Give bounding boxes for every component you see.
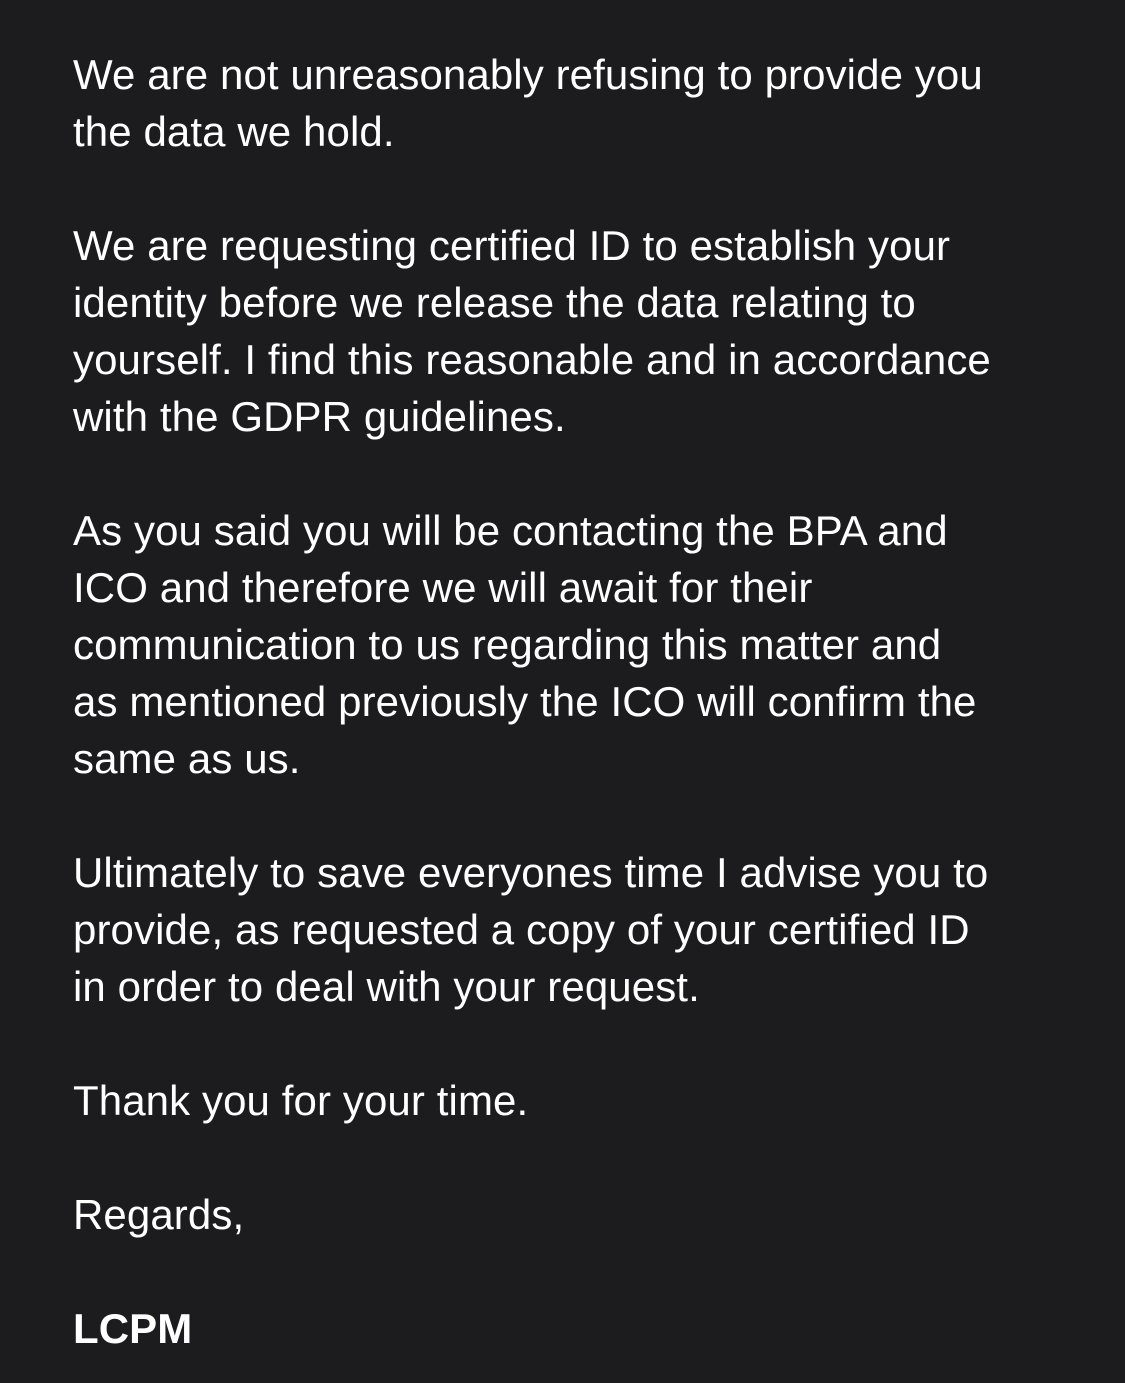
email-message-body — [73, 46, 1073, 1357]
text-line: in order to deal with your request. — [73, 963, 700, 1010]
text-line: Ultimately to save everyones time I advise you to — [73, 849, 989, 896]
text-line: communication to us regarding this matter and — [73, 621, 942, 668]
paragraph-bpa-ico — [73, 502, 1073, 787]
text-line: same as us. — [73, 735, 301, 782]
paragraph-refusal — [73, 46, 1073, 160]
paragraph-advice — [73, 844, 1073, 1015]
text-line: as mentioned previously the ICO will confirm the — [73, 678, 977, 725]
text-line: As you said you will be contacting the BPA and — [73, 507, 948, 554]
paragraph-certified-id — [73, 217, 1073, 445]
text-line: Regards, — [73, 1191, 245, 1238]
text-line: with the GDPR guidelines. — [73, 393, 566, 440]
signature: LCPM — [73, 1305, 193, 1352]
text-line: We are not unreasonably refusing to provide you — [73, 51, 983, 98]
text-line: ICO and therefore we will await for their — [73, 564, 813, 611]
text-line: identity before we release the data relating to — [73, 279, 916, 326]
text-line: the data we hold. — [73, 108, 395, 155]
paragraph-thanks — [73, 1072, 1073, 1129]
text-line: We are requesting certified ID to establish your — [73, 222, 951, 269]
text-line: Thank you for your time. — [73, 1077, 529, 1124]
text-line: provide, as requested a copy of your certified ID — [73, 906, 970, 953]
text-line: yourself. I find this reasonable and in accordance — [73, 336, 991, 383]
paragraph-closing — [73, 1186, 1073, 1243]
